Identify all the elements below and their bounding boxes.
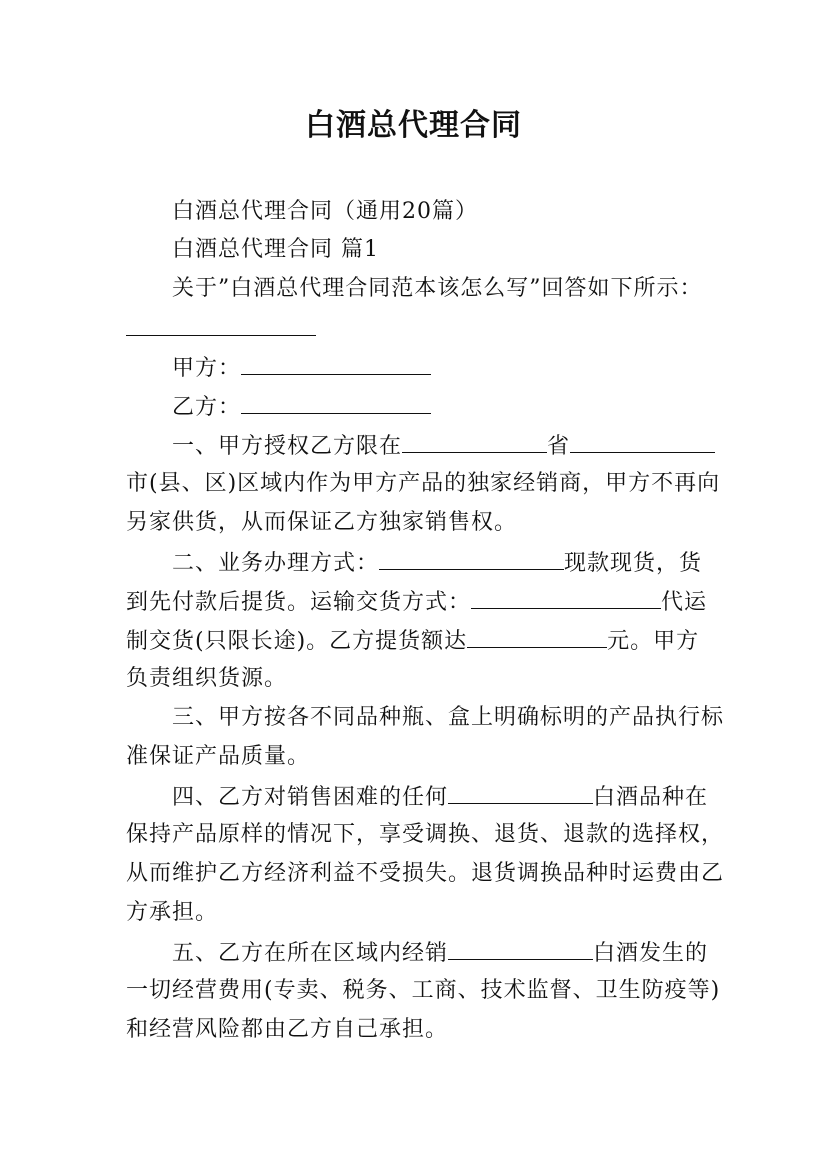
clause-3-line-1: 三、甲方按各不同品种瓶、盒上明确标明的产品执行标	[172, 705, 725, 730]
clause-4-line-3: 从而维护乙方经济利益不受损失。退货调换品种时运费由乙	[126, 861, 725, 886]
clause-2-line-3: 制交货(只限长途)。乙方提货额达 元。甲方	[126, 625, 706, 657]
payment-blank	[379, 547, 564, 570]
clause-1-line-2: 市(县、区)区域内作为甲方产品的独家经销商，甲方不再向	[126, 471, 721, 496]
subtitle: 白酒总代理合同（通用20篇）	[172, 199, 478, 224]
party-a-blank	[241, 352, 431, 375]
clause-5-line-3: 和经营风险都由乙方自己承担。	[126, 1017, 449, 1042]
amount-blank	[467, 625, 607, 648]
product-blank	[448, 781, 593, 804]
party-b-blank	[241, 391, 431, 414]
party-a-line: 甲方：	[172, 352, 706, 384]
intro-blank-line	[126, 313, 706, 345]
liquor-blank	[448, 937, 593, 960]
city-blank	[570, 430, 715, 453]
delivery-blank	[471, 586, 661, 609]
clause-3-line-2: 准保证产品质量。	[126, 744, 311, 769]
clause-2-line-2: 到先付款后提货。运输交货方式： 代运	[126, 586, 706, 618]
clause-2-line-4: 负责组织货源。	[126, 666, 288, 691]
party-b-line: 乙方：	[172, 391, 706, 423]
document-title: 白酒总代理合同	[305, 108, 522, 143]
clause-5-line-2: 一切经营费用(专卖、税务、工商、技术监督、卫生防疫等)	[126, 978, 721, 1003]
section-heading: 白酒总代理合同 篇1	[172, 237, 379, 262]
clause-5-line-1: 五、乙方在所在区域内经销 白酒发生的	[172, 937, 706, 969]
clause-1-line-3: 另家供货，从而保证乙方独家销售权。	[126, 510, 518, 535]
region-blank	[402, 430, 547, 453]
clause-4-line-1: 四、乙方对销售困难的任何 白酒品种在	[172, 781, 706, 813]
fill-blank	[126, 313, 316, 336]
clause-2-line-1: 二、业务办理方式： 现款现货，货	[172, 547, 706, 579]
clause-4-line-2: 保持产品原样的情况下，享受调换、退货、退款的选择权，	[126, 822, 725, 847]
clause-4-line-4: 方承担。	[126, 900, 219, 925]
intro-line: 关于”白酒总代理合同范本该怎么写”回答如下所示：	[172, 276, 703, 301]
clause-1-line-1: 一、甲方授权乙方限在 省	[172, 430, 706, 462]
